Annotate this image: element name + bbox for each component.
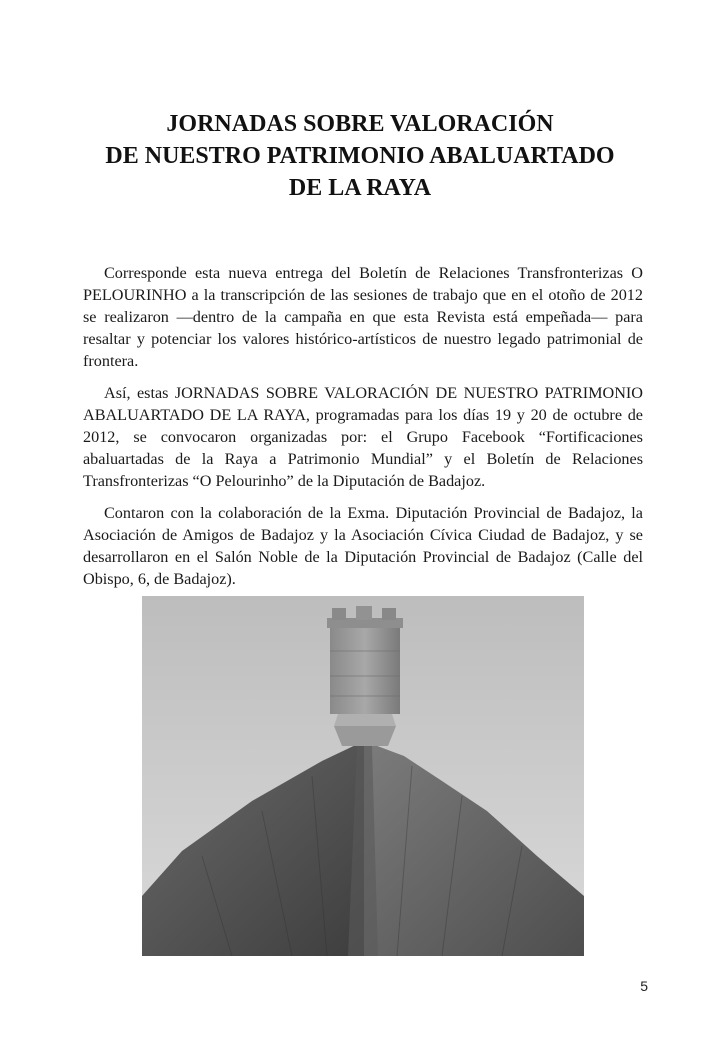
paragraph-1: Corresponde esta nueva entrega del Boletín de Relaciones Transfronterizas O PELOURINHO a la transcripción de las sesiones de trabajo que en el otoño de 2012 se realizaron —dentro de la campaña en que esta Revista está empeñada— para resaltar y potenciar los valores histórico-artísticos de nuestro legado patrimonial de frontera. — [83, 264, 643, 370]
article-title — [60, 108, 660, 204]
page-number: 5 — [640, 978, 648, 994]
paragraph-3: Contaron con la colaboración de la Exma. Diputación Provincial de Badajoz, la Asociación de Amigos de Badajoz y la Asociación Cívica Ciudad de Badajoz, y se desarrollaron en el Salón Noble de la Diputación Provincial de Badajoz (Calle del Obispo, 6, de Badajoz). — [83, 504, 643, 588]
title-line-3: DE LA RAYA — [288, 175, 432, 201]
article-body — [83, 262, 643, 600]
bastion-watchtower-image — [142, 596, 584, 956]
paragraph-2: Así, estas JORNADAS SOBRE VALORACIÓN DE NUESTRO PATRIMONIO ABALUARTADO DE LA RAYA, programadas para los días 19 y 20 de octubre de 2012, se convocaron organizadas por: el Grupo Facebook “Fortificaciones abaluartadas de la Raya a Patrimonio Mundial” y el Boletín de Relaciones Transfronterizas “O Pelourinho” de la Diputación de Badajoz. — [83, 384, 643, 490]
title-line-1: JORNADAS SOBRE VALORACIÓN — [166, 111, 554, 137]
bastion-photo — [142, 596, 584, 956]
title-line-2: DE NUESTRO PATRIMONIO ABALUARTADO — [105, 143, 615, 169]
